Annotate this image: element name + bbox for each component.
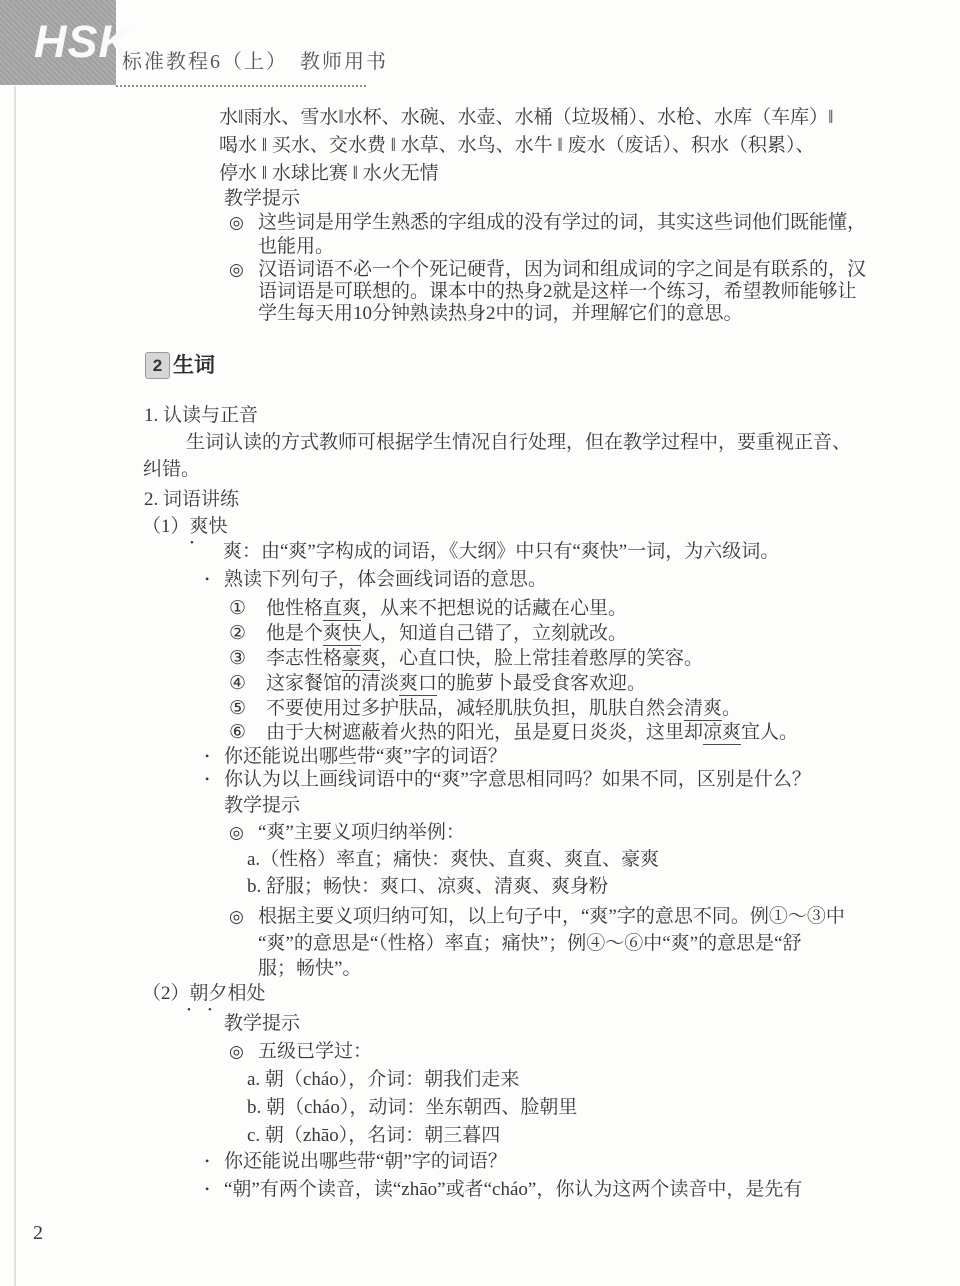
- teaching-tips-label: 教学提示: [224, 795, 301, 816]
- tip-text: 这些词是用学生熟悉的字组成的没有学过的词，其实这些词他们既能懂，: [258, 212, 867, 233]
- sentence-text: 人，知道自己错了，立刻就改。: [361, 623, 628, 644]
- double-circle-bullet-icon: ◎: [229, 213, 244, 232]
- tip-item: [229, 259, 866, 281]
- tip-text: “爽”的意思是“（性格）率直；痛快”；例④～⑥中“爽”的意思是“舒: [258, 933, 802, 954]
- sentence-text: 宜人。: [741, 722, 799, 743]
- hsk-logo: HSK: [34, 16, 133, 67]
- double-circle-bullet-icon: ◎: [229, 260, 244, 279]
- hsk-logo-box: [0, 0, 133, 85]
- dot-bullet-icon: •: [205, 1182, 210, 1196]
- tip-text: “爽”主要义项归纳举例：: [258, 822, 465, 843]
- sentence-text: ，心直口快，脸上常挂着憨厚的笑容。: [380, 648, 704, 669]
- underlined-word: 爽快: [323, 623, 362, 644]
- tip-item: [229, 822, 465, 844]
- tip-text: 汉语词语不必一个个死记硬背，因为词和组成词的字之间是有联系的，汉: [258, 259, 867, 280]
- tip-subitem: b. 朝（cháo），动词：坐东朝西、脸朝里: [247, 1097, 578, 1118]
- tip-item: [229, 212, 866, 234]
- tip-text: 学生每天用10分钟熟读热身2中的词，并理解它们的意思。: [258, 303, 743, 324]
- example-sentence: [229, 623, 627, 645]
- bullet-item: [205, 745, 507, 768]
- tip-text: 也能用。: [258, 236, 335, 257]
- dot-bullet-icon: •: [205, 772, 210, 786]
- dot-bullet-icon: •: [205, 572, 210, 586]
- sentence-text: 李志性格: [266, 648, 343, 669]
- tip-subitem: a.（性格）率直；痛快：爽快、直爽、爽直、豪爽: [247, 849, 660, 870]
- double-circle-bullet-icon: ◎: [229, 823, 244, 842]
- bullet-item: [205, 768, 811, 791]
- example-sentence: [229, 673, 646, 695]
- bullet-text: “朝”有两个读音，读“zhāo”或者“cháo”，你认为这两个读音中，是先有: [224, 1179, 803, 1200]
- word-intro: 爽：由“爽”字构成的词语，《大纲》中只有“爽快”一词，为六级词。: [223, 541, 780, 562]
- bullet-text: 你认为以上画线词语中的“爽”字意思相同吗？如果不同，区别是什么？: [224, 769, 811, 790]
- example-sentence: [229, 722, 798, 744]
- page-fold-line: [14, 86, 16, 1286]
- emphasis-dot: •: [190, 537, 194, 549]
- tip-text: 根据主要义项归纳可知，以上句子中，“爽”字的意思不同。例①～③中: [258, 906, 845, 927]
- tip-item: [229, 906, 845, 928]
- subsection-heading: 1. 认读与正音: [144, 405, 259, 426]
- circled-number: ②: [229, 623, 247, 644]
- emphasis-dot: •: [208, 1004, 212, 1016]
- sentence-text: 的脆萝卜最受食客欢迎。: [437, 673, 647, 694]
- example-sentence: [229, 698, 741, 720]
- tip-subitem: c. 朝（zhāo），名词：朝三暮四: [247, 1125, 501, 1146]
- water-words-line: 停水 ‖ 水球比赛 ‖ 水火无情: [219, 163, 439, 184]
- bullet-item: [205, 568, 547, 591]
- circled-number: ③: [229, 648, 247, 669]
- example-sentence: [229, 648, 703, 670]
- tip-text: 五级已学过：: [258, 1041, 373, 1062]
- tip-text: 语词语是可联想的。课本中的热身2就是这样一个练习，希望教师能够让: [258, 281, 857, 302]
- bullet-item: [205, 1150, 507, 1173]
- sentence-text: 他是个: [266, 623, 324, 644]
- section-title: 生词: [173, 353, 215, 377]
- sentence-text: 。: [722, 698, 742, 719]
- book-title: 标准教程6（上） 教师用书: [122, 51, 388, 73]
- tip-item: [229, 1041, 372, 1063]
- word-item-label: （2）朝夕相处: [142, 983, 266, 1004]
- sentence-text: ，从来不把想说的话藏在心里。: [361, 598, 628, 619]
- circled-number: ⑤: [229, 698, 247, 719]
- bullet-item: [205, 1178, 802, 1201]
- underlined-word: 清爽: [684, 698, 723, 719]
- tip-subitem: b. 舒服；畅快：爽口、凉爽、清爽、爽身粉: [247, 876, 609, 897]
- circled-number: ⑥: [229, 722, 247, 743]
- sentence-text: 他性格: [266, 598, 324, 619]
- water-words-line: 水‖雨水、雪水‖水杯、水碗、水壶、水桶（垃圾桶）、水枪、水库（车库）‖: [219, 107, 834, 128]
- section-number-badge: 2: [145, 352, 170, 379]
- paragraph-line: 纠错。: [143, 459, 201, 480]
- sentence-text: 这家餐馆的清淡: [266, 673, 400, 694]
- underlined-word: 爽口: [399, 673, 438, 694]
- bullet-text: 你还能说出哪些带“朝”字的词语？: [224, 1151, 507, 1172]
- tip-text: 服；畅快”。: [258, 958, 362, 979]
- bullet-text: 熟读下列句子，体会画线词语的意思。: [224, 569, 548, 590]
- word-item-label: （1）爽快: [142, 516, 228, 537]
- header-dotted-rule: [116, 85, 366, 87]
- underlined-word: 直爽: [323, 598, 362, 619]
- double-circle-bullet-icon: ◎: [229, 1042, 244, 1061]
- example-sentence: [229, 598, 627, 620]
- double-circle-bullet-icon: ◎: [229, 907, 244, 926]
- bullet-text: 你还能说出哪些带“爽”字的词语？: [224, 746, 507, 767]
- teaching-tips-label: 教学提示: [224, 188, 301, 209]
- emphasis-dot: •: [187, 1004, 191, 1016]
- circled-number: ①: [229, 598, 247, 619]
- teaching-tips-label: 教学提示: [224, 1013, 301, 1034]
- tip-subitem: a. 朝（cháo），介词：朝我们走来: [247, 1069, 520, 1090]
- subsection-heading: 2. 词语讲练: [144, 489, 240, 510]
- underlined-word: 豪爽: [342, 648, 381, 669]
- circled-number: ④: [229, 673, 247, 694]
- dot-bullet-icon: •: [205, 1154, 210, 1168]
- sentence-text: 不要使用过多护肤品，减轻肌肤负担，肌肤自然会: [266, 698, 685, 719]
- water-words-line: 喝水 ‖ 买水、交水费 ‖ 水草、水鸟、水牛 ‖ 废水（废话）、积水（积累）、: [219, 135, 815, 156]
- dot-bullet-icon: •: [205, 749, 210, 763]
- page-number: 2: [33, 1222, 43, 1244]
- paragraph-line: 生词认读的方式教师可根据学生情况自行处理，但在教学过程中，要重视正音、: [186, 432, 852, 453]
- underlined-word: 凉爽: [703, 722, 742, 743]
- sentence-text: 由于大树遮蔽着火热的阳光，虽是夏日炎炎，这里却: [266, 722, 704, 743]
